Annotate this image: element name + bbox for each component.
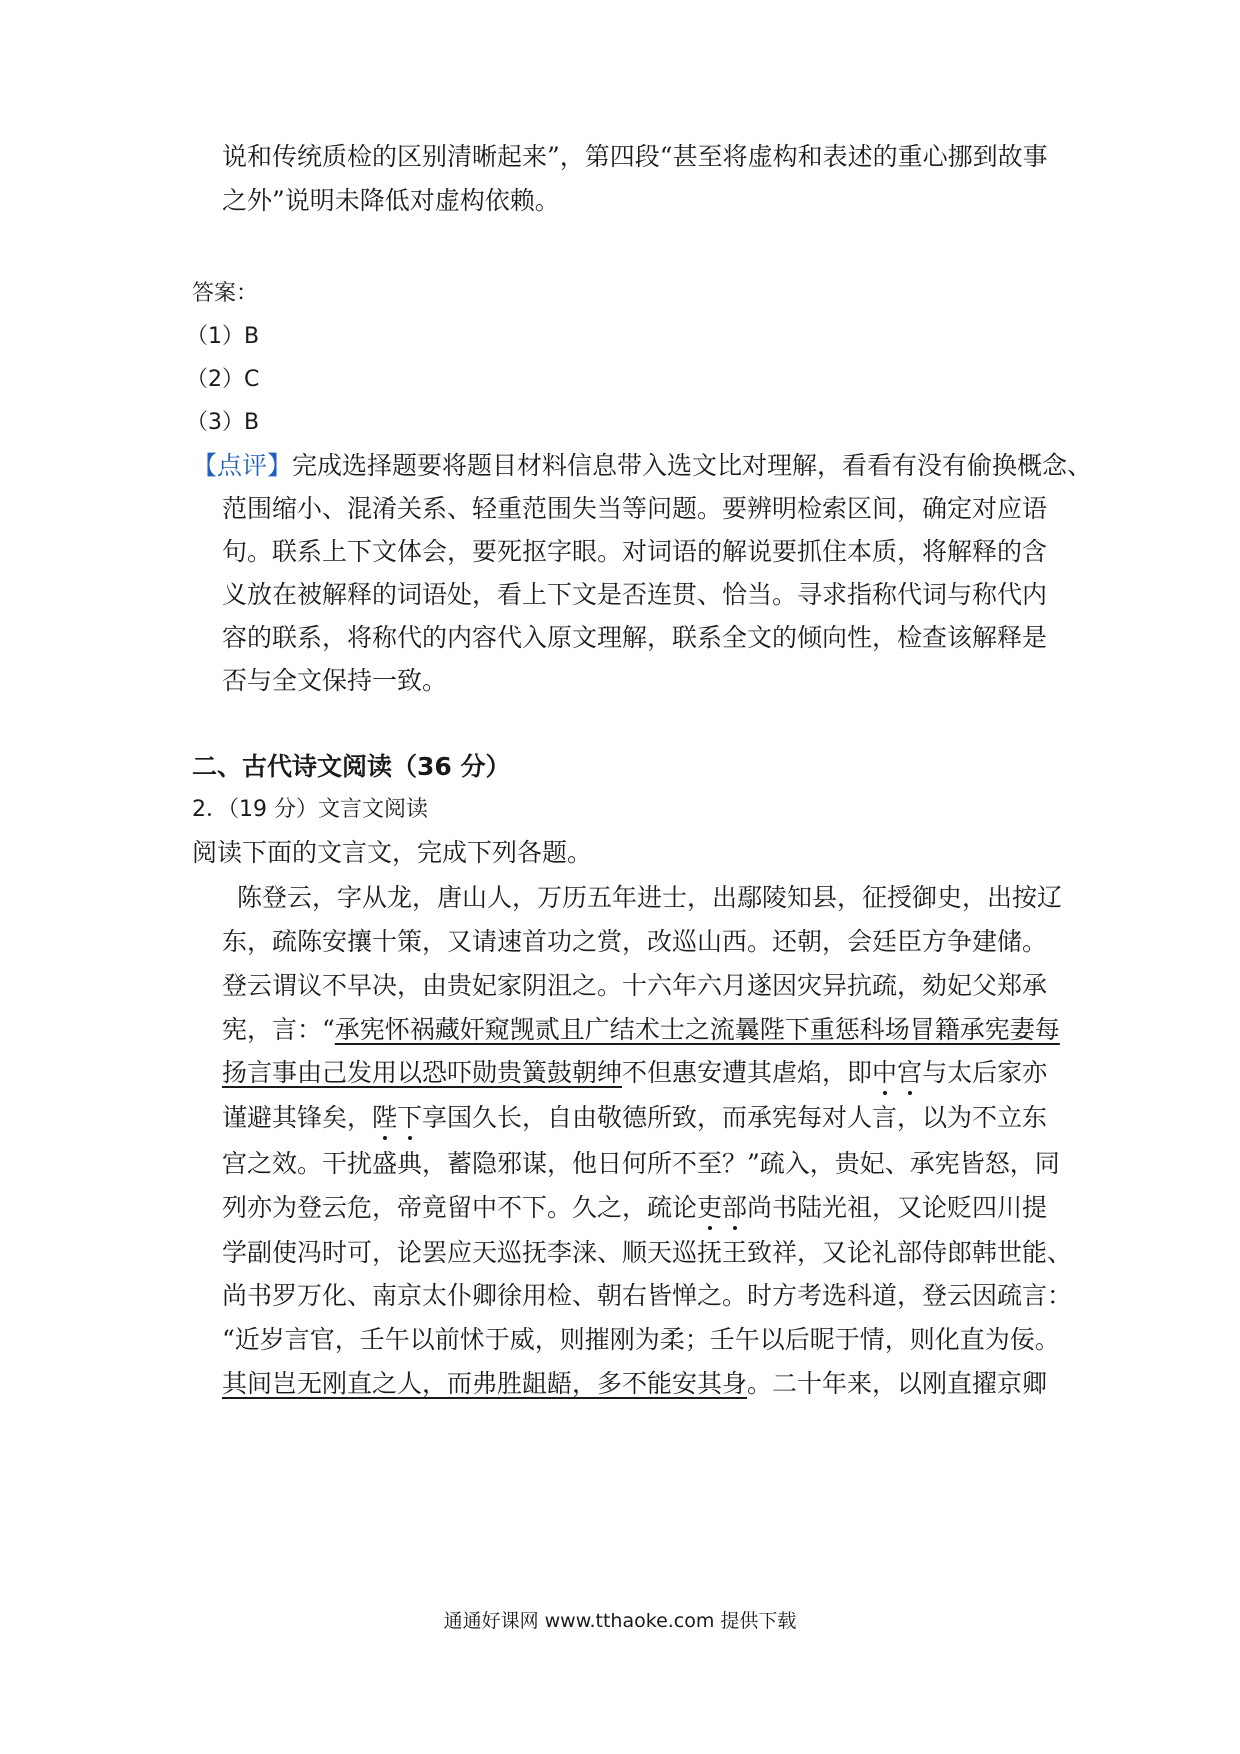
passage-line-10: 尚书罗万化、南京太仆卿徐用检、朝右皆惮之。时方考选科道，登云因疏言： [222,1281,1073,1310]
passage-line-11: “近岁言官，壬午以前怵于威，则摧刚为柔；壬午以后昵于情，则化直为佞。 [222,1325,1060,1354]
comment-line-2: 范围缩小、混淆关系、轻重范围失当等问题。要辨明检索区间，确定对应语 [222,494,1048,523]
comment-line-6: 否与全文保持一致。 [222,666,448,695]
underlined-passage: 其间岂无刚直之人，而弗胜龃龉，多不能安其身 [222,1369,748,1398]
answer-item-3: （3）B [186,410,260,435]
dotted-char: 下 [397,1103,423,1132]
answer-item-2: （2）C [186,367,260,392]
passage-line-5 [222,1056,1047,1090]
comment-tag: 【点评】 [192,451,293,480]
passage-line-7: 宫之效。干扰盛典，蓄隐邪谋，他日何所不至？”疏入，贵妃、承宪皆怒，同 [222,1149,1060,1178]
passage-line-6 [222,1101,1047,1135]
passage-text: 宪，言：“ [222,1015,335,1044]
question-title: 2．（19 分）文言文阅读 [192,797,428,822]
comment-line-3: 句。联系上下文体会，要死抠字眼。对词语的解说要抓住本质，将解释的含 [222,537,1048,566]
intro-line-2: 之外”说明未降低对虚构依赖。 [222,186,560,215]
answer-item-1: （1）B [186,324,260,349]
answers-label: 答案： [192,281,259,306]
comment-line-4: 义放在被解释的词语处，看上下文是否连贯、恰当。寻求指称代词与称代内 [222,580,1048,609]
dotted-char: 部 [722,1193,748,1222]
underlined-passage: 扬言事由己发用以恐吓勋贵簧鼓朝绅 [222,1058,623,1087]
passage-line-2: 东，疏陈安攘十策，又请速首功之赏，改巡山西。还朝，会廷臣方争建储。 [222,927,1048,956]
passage-text: 列亦为登云危，帝竟留中不下。久之，疏论 [222,1193,698,1222]
section-heading: 二、古代诗文阅读（36 分） [192,752,511,781]
dotted-char: 中 [872,1058,898,1087]
passage-text: 不但惠安遭其虐焰，即 [622,1058,873,1087]
passage-line-3: 登云谓议不早决，由贵妃家阴沮之。十六年六月遂因灾异抗疏，劾妃父郑承 [222,971,1048,1000]
dotted-char: 宫 [897,1058,923,1087]
question-instruction: 阅读下面的文言文，完成下列各题。 [192,838,593,867]
comment-text-1: 完成选择题要将题目材料信息带入选文比对理解，看看有没有偷换概念、 [292,451,1093,480]
comment-line-5: 容的联系，将称代的内容代入原文理解，联系全文的倾向性，检查该解释是 [222,623,1048,652]
passage-text: 谨避其锋矣， [222,1103,373,1132]
passage-text: 尚书陆光祖，又论贬四川提 [747,1193,1048,1222]
passage-text: 与太后家亦 [922,1058,1048,1087]
passage-line-8 [222,1191,1047,1225]
page-footer: 通通好课网 www.tthaoke.com 提供下载 [443,1610,797,1632]
passage-text: 。二十年来，以刚直擢京卿 [747,1369,1048,1398]
passage-text: 享国久长，自由敬德所致，而承宪每对人言，以为不立东 [422,1103,1048,1132]
underlined-passage: 承宪怀祸藏奸窥觊贰且广结术士之流曩陛下重惩科场冒籍承宪妻每 [334,1015,1060,1044]
passage-line-4 [222,1013,1060,1047]
comment-line-1 [192,449,1092,483]
intro-line-1: 说和传统质检的区别清晰起来”，第四段“甚至将虚构和表述的重心挪到故事 [222,142,1048,171]
dotted-char: 吏 [697,1193,723,1222]
dotted-char: 陛 [372,1103,398,1132]
passage-line-12 [222,1367,1047,1401]
passage-line-1: 陈登云，字从龙，唐山人，万历五年进士，出鄢陵知县，征授御史，出按辽 [237,883,1063,912]
passage-line-9: 学副使冯时可，论罢应天巡抚李涞、顺天巡抚王致祥，又论礼部侍郎韩世能、 [222,1238,1073,1267]
